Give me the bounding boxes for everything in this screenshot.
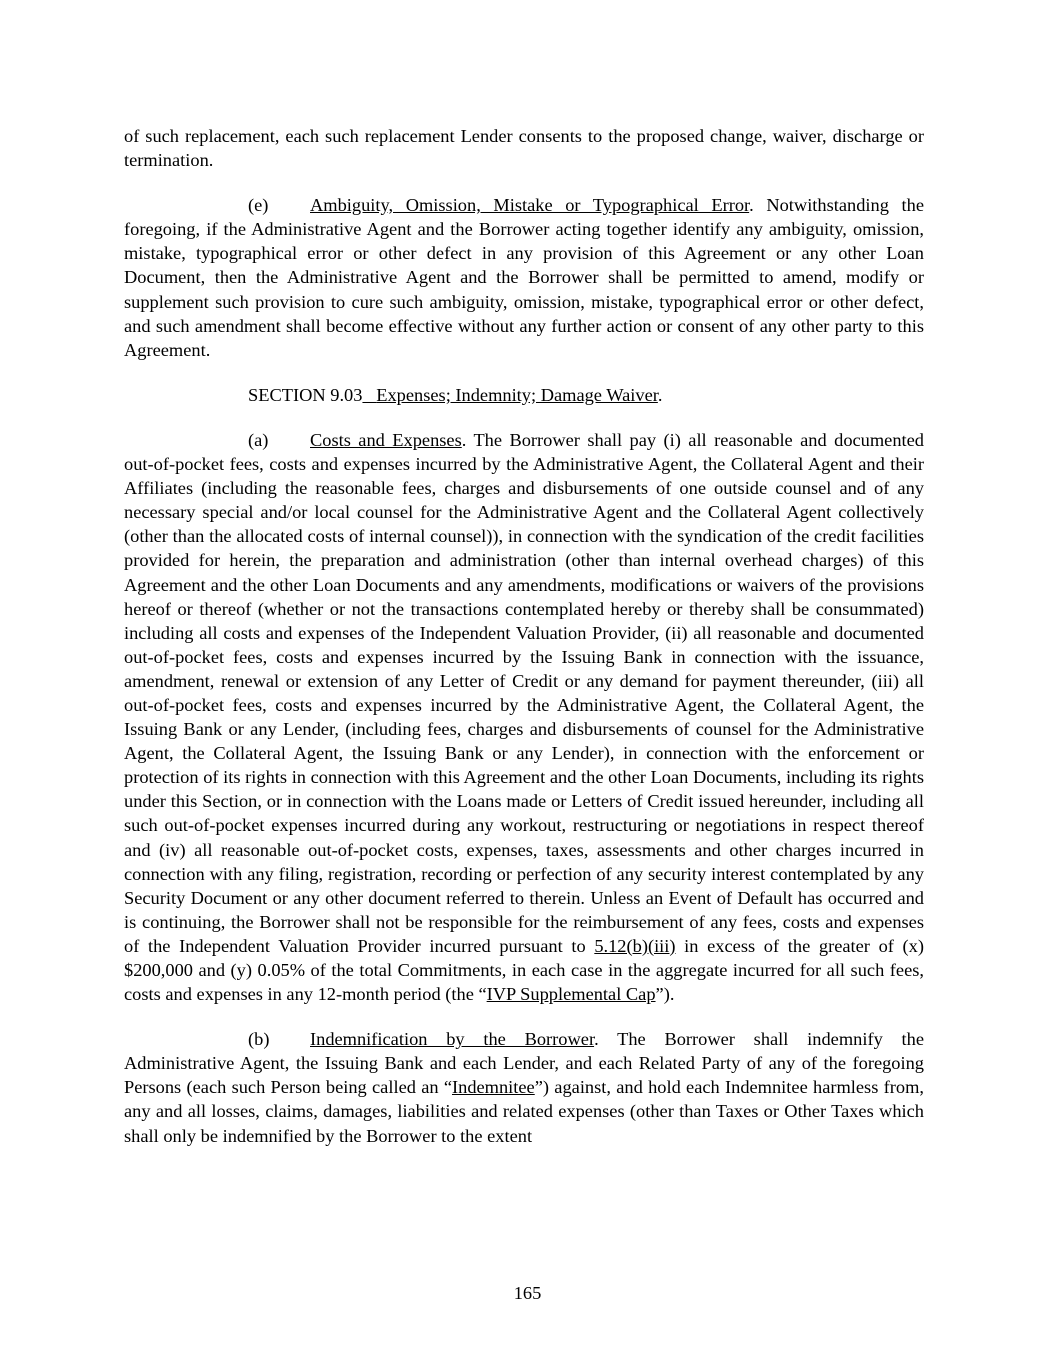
defined-term-indemnitee: Indemnitee: [452, 1077, 535, 1098]
spacer: [124, 362, 924, 383]
paragraph-continuation: of such replacement, each such replacement Lender consents to the proposed change, waiver, discharge or termination.: [124, 126, 924, 171]
paragraph-a-label: (a): [248, 429, 269, 450]
paragraph-b: [124, 1027, 924, 1147]
paragraph-a-body-1: . The Borrower shall pay (i) all reasonable and documented out-of-pocket fees, costs and expenses incurred by the Administrative Agent, the Collateral Agent and their Affiliates (including the reasonable fees, charges and disbursements of one outside counsel and of any necessary special and/or local counsel for the Administrative Agent and the Collateral Agent collectively (other than the allocated costs of internal counsel)), in connection with the syndication of the credit facilities provided for herein, the preparation and administration (other than internal overhead charges) of this Agreement and the other Loan Documents and any amendments, modifications or waivers of the provisions hereof or thereof (whether or not the transactions contemplated hereby or thereby shall be consummated) including all costs and expenses of the Independent Valuation Provider, (ii) all reasonable and documented out-of-pocket fees, costs and expenses incurred by the Issuing Bank in connection with the issuance, amendment, renewal or extension of any Letter of Credit or any demand for payment thereunder, (iii) all out-of-pocket fees, costs and expenses incurred by the Administrative Agent, the Collateral Agent, the Issuing Bank or any Lender, (including fees, charges and disbursements of counsel for the Administrative Agent, the Collateral Agent, the Issuing Bank or any Lender), in connection with the enforcement or protection of its rights in connection with this Agreement and the other Loan Documents, including its rights under this Section, or in connection with the Loans made or Letters of Credit issued hereunder, including all such out-of-pocket expenses incurred during any workout, restructuring or negotiations in respect thereof and (iv) all reasonable out-of-pocket costs, expenses, taxes, assessments and other charges incurred in connection with any filing, registration, recording or perfection of any security interest contemplated by any Security Document or any other document referred to therein. Unless an Event of Default has occurred and is continuing, the Borrower shall not be responsible for the reimbursement of any fees, costs and expenses of the Independent Valuation Provider incurred pursuant to: [124, 429, 924, 956]
spacer: [124, 172, 924, 193]
document-page: [124, 124, 924, 1148]
section-title: Expenses; Indemnity; Damage Waiver: [376, 384, 658, 405]
spacer: [124, 407, 924, 428]
paragraph-e: [124, 193, 924, 362]
paragraph-a-body-3: ”).: [655, 984, 675, 1005]
section-spacer: [362, 385, 376, 405]
paragraph-b-heading: Indemnification by the Borrower: [310, 1029, 595, 1050]
section-period: .: [657, 384, 663, 405]
section-reference: 5.12(b)(iii): [594, 935, 676, 956]
section-heading: [124, 383, 924, 407]
section-number: SECTION 9.03: [248, 384, 363, 405]
defined-term-ivp-cap: IVP Supplemental Cap: [486, 984, 656, 1005]
spacer: [124, 1006, 924, 1027]
paragraph-e-heading: Ambiguity, Omission, Mistake or Typographical Error: [310, 195, 750, 216]
paragraph-e-body: . Notwithstanding the foregoing, if the Administrative Agent and the Borrower acting together identify any ambiguity, omission, mistake, typographical error or other defect in any provision of this Agreement or any other Loan Document, then the Administrative Agent and the Borrower shall be permitted to amend, modify or supplement such provision to cure such ambiguity, omission, mistake, typographical error or other defect, and such amendment shall become effective without any further action or consent of any other party to this Agreement.: [124, 195, 924, 360]
paragraph-a-heading: Costs and Expenses: [310, 429, 462, 450]
paragraph-b-body-2: ”) against, and hold each Indemnitee harmless from, any and all losses, claims, damages, liabilities and related expenses (other than Taxes or Other Taxes which shall only be indemnified by the Borrower to the extent: [124, 1077, 924, 1146]
paragraph-b-body-1: . The Borrower shall indemnify the Administrative Agent, the Issuing Bank and each Lender, and each Related Party of any of the foregoing Persons (each such Person being called an “: [124, 1029, 924, 1098]
paragraph-a-body-2: in excess of the greater of (x) $200,000 and (y) 0.05% of the total Commitments, in each case in the aggregate incurred for all such fees, costs and expenses in any 12-month period (the “: [124, 935, 925, 1005]
page-number: 165: [513, 1283, 542, 1303]
paragraph-a: [124, 428, 924, 1006]
paragraph-b-label: (b): [248, 1029, 270, 1050]
paragraph-e-label: (e): [248, 195, 269, 216]
